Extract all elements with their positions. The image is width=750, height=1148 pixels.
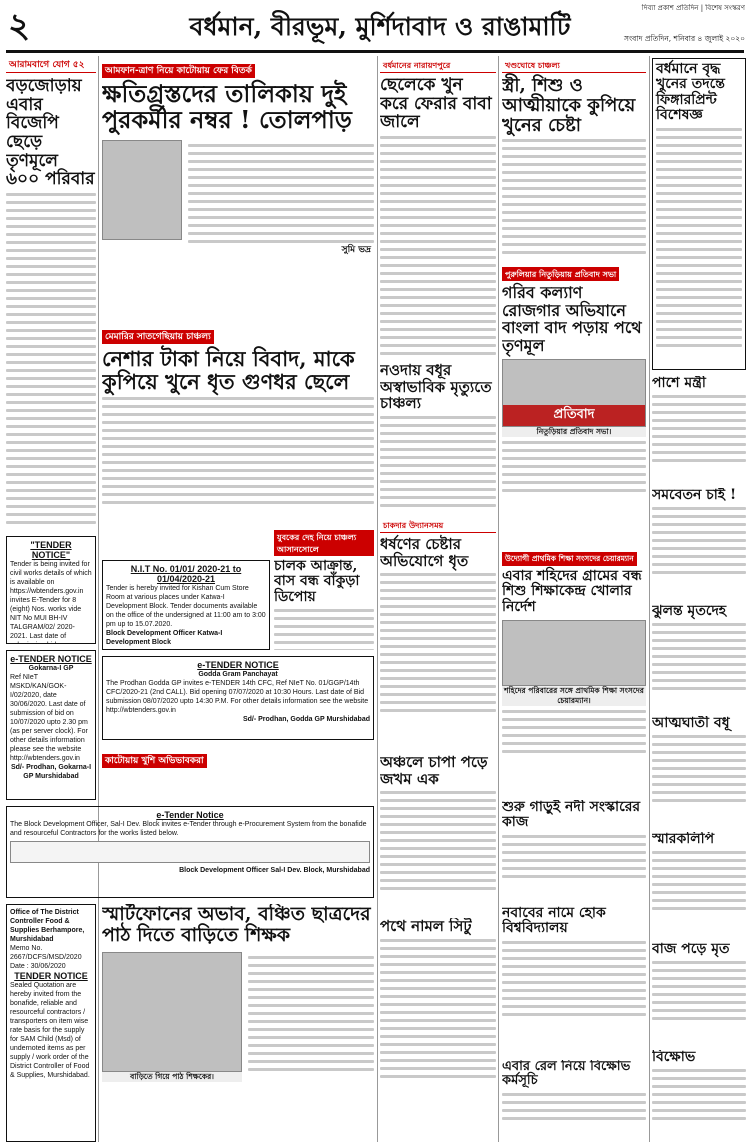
headline: বড়জোড়ায় এবার বিজেপি ছেড়ে তৃণমূলে ৬০০ পরিবার [6,76,95,190]
body-text [6,189,96,524]
dateline: সংবাদ প্রতিদিন, শনিবার ৪ জুলাই ২০২০ [624,34,745,43]
photo-caption: নিতুড়িয়ার প্রতিবাদ সভা। [502,427,646,437]
headline: ক্ষতিগ্রস্তদের তালিকায় দুই পুরকর্মীর নম্বর ! তোলপাড় [102,79,352,135]
body-text [248,952,374,1082]
byline: সুমি ভদ্র [341,244,371,255]
kicker: খণ্ডঘোষে চাঞ্চল্য [502,58,646,73]
ad-subtitle: Gokarna-I GP [28,665,74,672]
ad-body: Tender is being invited for civil works details of which is available on https://wbtenders.gov.in invites E-Tender for 8 (eight) Nos. works vide NIT No MUI BH-IV TALGRAM/02/ 2020-2021. Last date of [10,561,92,640]
body-text [652,957,746,1020]
article-r8 [652,1050,746,1142]
ad-body: The Block Development Officer, Sal-I Dev. Block invites e-Tender through e-Procurement System from the bonafide and resourceful Contractors for the works listed below. [10,821,367,837]
headline: ধর্ষণের চেষ্টার অভিযোগে ধৃত [380,535,469,570]
headline: ছেলেকে খুন করে ফেরার বাবা জালে [380,75,492,133]
article-r4 [652,604,746,712]
ad-body: Ref NIeT MSKD/KAN/GOK-I/02/2020, date 30/06/2020. Last date of submission of bid on 10/07/2020 upto 2.30 pm (as per server clock). For other details information please see the website http://wbtenders.gov.in [10,674,88,762]
headline: বিক্ষোভ [652,1050,696,1065]
ad-tender-godda [102,656,374,740]
body-text [380,132,496,355]
article-s5-top [102,748,374,804]
header-rule [6,50,744,53]
article-s16 [502,1060,646,1142]
article-s9 [380,362,496,512]
ad-tender-talgram [6,536,96,644]
ad-etender-sal [6,806,374,898]
article-s8 [502,262,646,542]
kicker: উদ্যোগী প্রাথমিক শিক্ষা সংসদের চেয়ারম্যান [502,552,637,566]
headline: স্মারকলিপি [652,832,715,847]
photo-caption: বাড়িতে গিয়ে পাঠ শিক্ষকের। [102,1072,242,1082]
article-s7 [502,58,646,258]
article-s13 [502,800,646,902]
body-text [380,569,496,712]
ad-body: Tender is hereby invited for Kishan Cum Store Room at various places under Katwa-I Development Block. Tender documents available on the office of the undersigned at 11:00 am to 3:00 pm up to 15.07.2020. [106,585,266,628]
ad-subtitle: Godda Gram Panchayat [198,671,278,678]
publisher-line: দিব্যা প্রকাশ প্রতিদিন | বিশেষ সংস্করণ [641,4,745,12]
headline: আত্মঘাতী বধূ [652,716,730,731]
article-s6 [380,58,496,358]
photo [102,952,242,1072]
ad-tender-gokarna [6,650,96,800]
ad-signature: Block Development Officer Katwa-I Development Block [106,630,223,646]
kicker: যুবকের দেহ নিয়ে চাঞ্চল্য আসানসোলে [274,530,374,556]
ad-body: Sealed Quotation are hereby invited from the bonafide, reliable and resourceful contractors / transporters on item wise rate basis for the supply for SAM Child (Msd) of undernoted items as per supply / work order of the District Controller of Food & Supplies, Murshidabad. [10,982,90,1079]
headline: এবার শহিদের গ্রামের বন্ধ শিশু শিক্ষাকেন্দ্র খোলার নির্দেশ [502,568,642,615]
kicker: পুরুলিয়ার নিতুড়িয়ায় প্রতিবাদ সভা [502,267,619,281]
kicker: চাকদার উদ্যানসময় [380,518,496,533]
headline: চালক আক্রান্ত, বাস বন্ধ বাঁকুড়া ডিপোয় [274,558,360,605]
ad-memo: Memo No. 2667/DCFS/MSD/2020 Date : 30/06/2020 [10,945,82,970]
headline: এবার রেল নিয়ে বিক্ষোভ কর্মসূচি [502,1060,631,1089]
photo [102,140,182,240]
column-rule [98,56,99,1142]
ad-tender-katwa [102,560,270,650]
headline: বর্ধমানে বৃদ্ধ খুনের তদন্তে ফিঙ্গারপ্রিন্ট বিশেষজ্ঞ [656,61,725,124]
column-rule [377,56,378,1142]
headline: নওদায় বধূর অস্বাভাবিক মৃত্যুতে চাঞ্চল্য [380,362,492,412]
ad-title: TENDER NOTICE [14,971,88,981]
article-s1 [6,58,96,528]
headline: শুরু গাড়ুই নদী সংস্কারের কাজ [502,800,641,831]
masthead: বর্ধমান, বীরভূম, মুর্শিদাবাদ ও রাঙামাটি [189,12,571,41]
ad-title: e-Tender Notice [156,810,224,820]
photo [502,359,646,427]
article-s2 [102,58,374,320]
ad-title: N.I.T No. 01/01/ 2020-21 to 01/04/2020-21 [130,564,242,584]
article-s15 [502,906,646,1056]
headline: পথে নামল সিটু [380,918,472,935]
headline: ঝুলন্ত মৃতদেহ [652,604,727,619]
article-s11 [502,546,646,796]
column-rule [498,56,499,1142]
article-r1 [652,58,746,370]
body-text [656,124,742,347]
kicker: বর্ধমানের নারায়ণপুরে [380,58,496,73]
article-s12 [380,754,496,914]
body-text [652,391,746,462]
headline: স্ত্রী, শিশু ও আত্মীয়াকে কুপিয়ে খুনের চেষ্টা [502,75,636,136]
ad-table [10,841,370,863]
body-text [652,503,746,574]
body-text [380,412,496,507]
column-rule [649,56,650,1142]
body-text [502,937,646,1016]
article-s5 [102,904,374,1142]
article-r5 [652,716,746,828]
headline: পাশে মন্ত্রী [652,376,706,391]
body-text [380,787,496,890]
ad-tender-food [6,904,96,1142]
headline: বাজ পড়ে মৃত [652,942,730,957]
ad-office: Office of The District Controller Food & Supplies Berhampore, Murshidabad [10,909,85,943]
article-s14 [380,918,496,1142]
photo [502,620,646,686]
body-text [502,135,646,254]
body-text [652,1065,746,1120]
ad-title: "TENDER NOTICE" [30,540,72,560]
ad-signature: Sd/- Prodhan, Godda GP Murshidabad [242,716,370,723]
headline: নেশার টাকা নিয়ে বিবাদ, মাকে কুপিয়ে খুনে ধৃত গুণধর ছেলে [102,346,355,395]
article-r2 [652,376,746,484]
ad-title: e-TENDER NOTICE [10,654,92,664]
article-r3 [652,488,746,600]
body-text [652,731,746,802]
article-s10 [380,518,496,748]
body-text [502,831,646,878]
article-r6 [652,832,746,938]
kicker: মেমারির সাতগেছিয়ায় চাঞ্চল্য [102,330,214,344]
body-text [652,619,746,690]
body-text [188,140,374,243]
article-r7 [652,942,746,1046]
article-s4 [274,530,374,650]
ad-title: e-TENDER NOTICE [197,660,279,670]
body-text [502,1089,646,1120]
headline: সমবেতন চাই ! [652,488,737,503]
ad-signature: Sd/- Prodhan, Gokarna-I GP Murshidabad [10,764,92,780]
headline: নবাবের নামে হোক বিশ্ববিদ্যালয় [502,906,606,937]
body-text [102,393,374,504]
kicker: আমফান-ত্রাণ নিয়ে কাটোয়ায় ফের বিতর্ক [102,64,255,78]
kicker: কাটোয়ায় খুশি অভিভাবকরা [102,754,207,768]
ad-body: The Prodhan Godda GP invites e-TENDER 14th CFC, Ref NIeT No. 01/GGP/14th CFC/2020-21 (2nd CALL). Bid opening 07/07/2020 at 10:30 Hours. Last date of Bid submission 08/07/2020 upto 14:30 P.M. For other details information see the website http://wbtenders.gov.in [106,680,369,714]
headline: অঞ্চলে চাপা পড়ে জখম এক [380,754,488,788]
page-number: ২ [8,6,31,46]
body-text [380,935,496,1078]
banner-text: প্রতিবাদ [503,405,645,426]
ad-signature: Block Development Officer Sal-I Dev. Block, Murshidabad [179,867,370,874]
body-text [274,605,374,650]
photo-caption: শহিদের পরিবারের সঙ্গে প্রাথমিক শিক্ষা সংসদের চেয়ারম্যান। [502,686,646,706]
headline: গরিব কল্যাণ রোজগার অভিযানে বাংলা বাদ পড়ায় পথে তৃণমূল [502,283,642,355]
article-s3 [102,324,374,524]
headline: স্মার্টফোনের অভাব, বঞ্চিত ছাত্রদের পাঠ দিতে বাড়িতে শিক্ষক [102,904,371,946]
body-text [502,706,646,753]
body-text [652,847,746,910]
kicker: আরামবাগে যোগ ৫২ [6,58,96,73]
body-text [502,437,646,492]
